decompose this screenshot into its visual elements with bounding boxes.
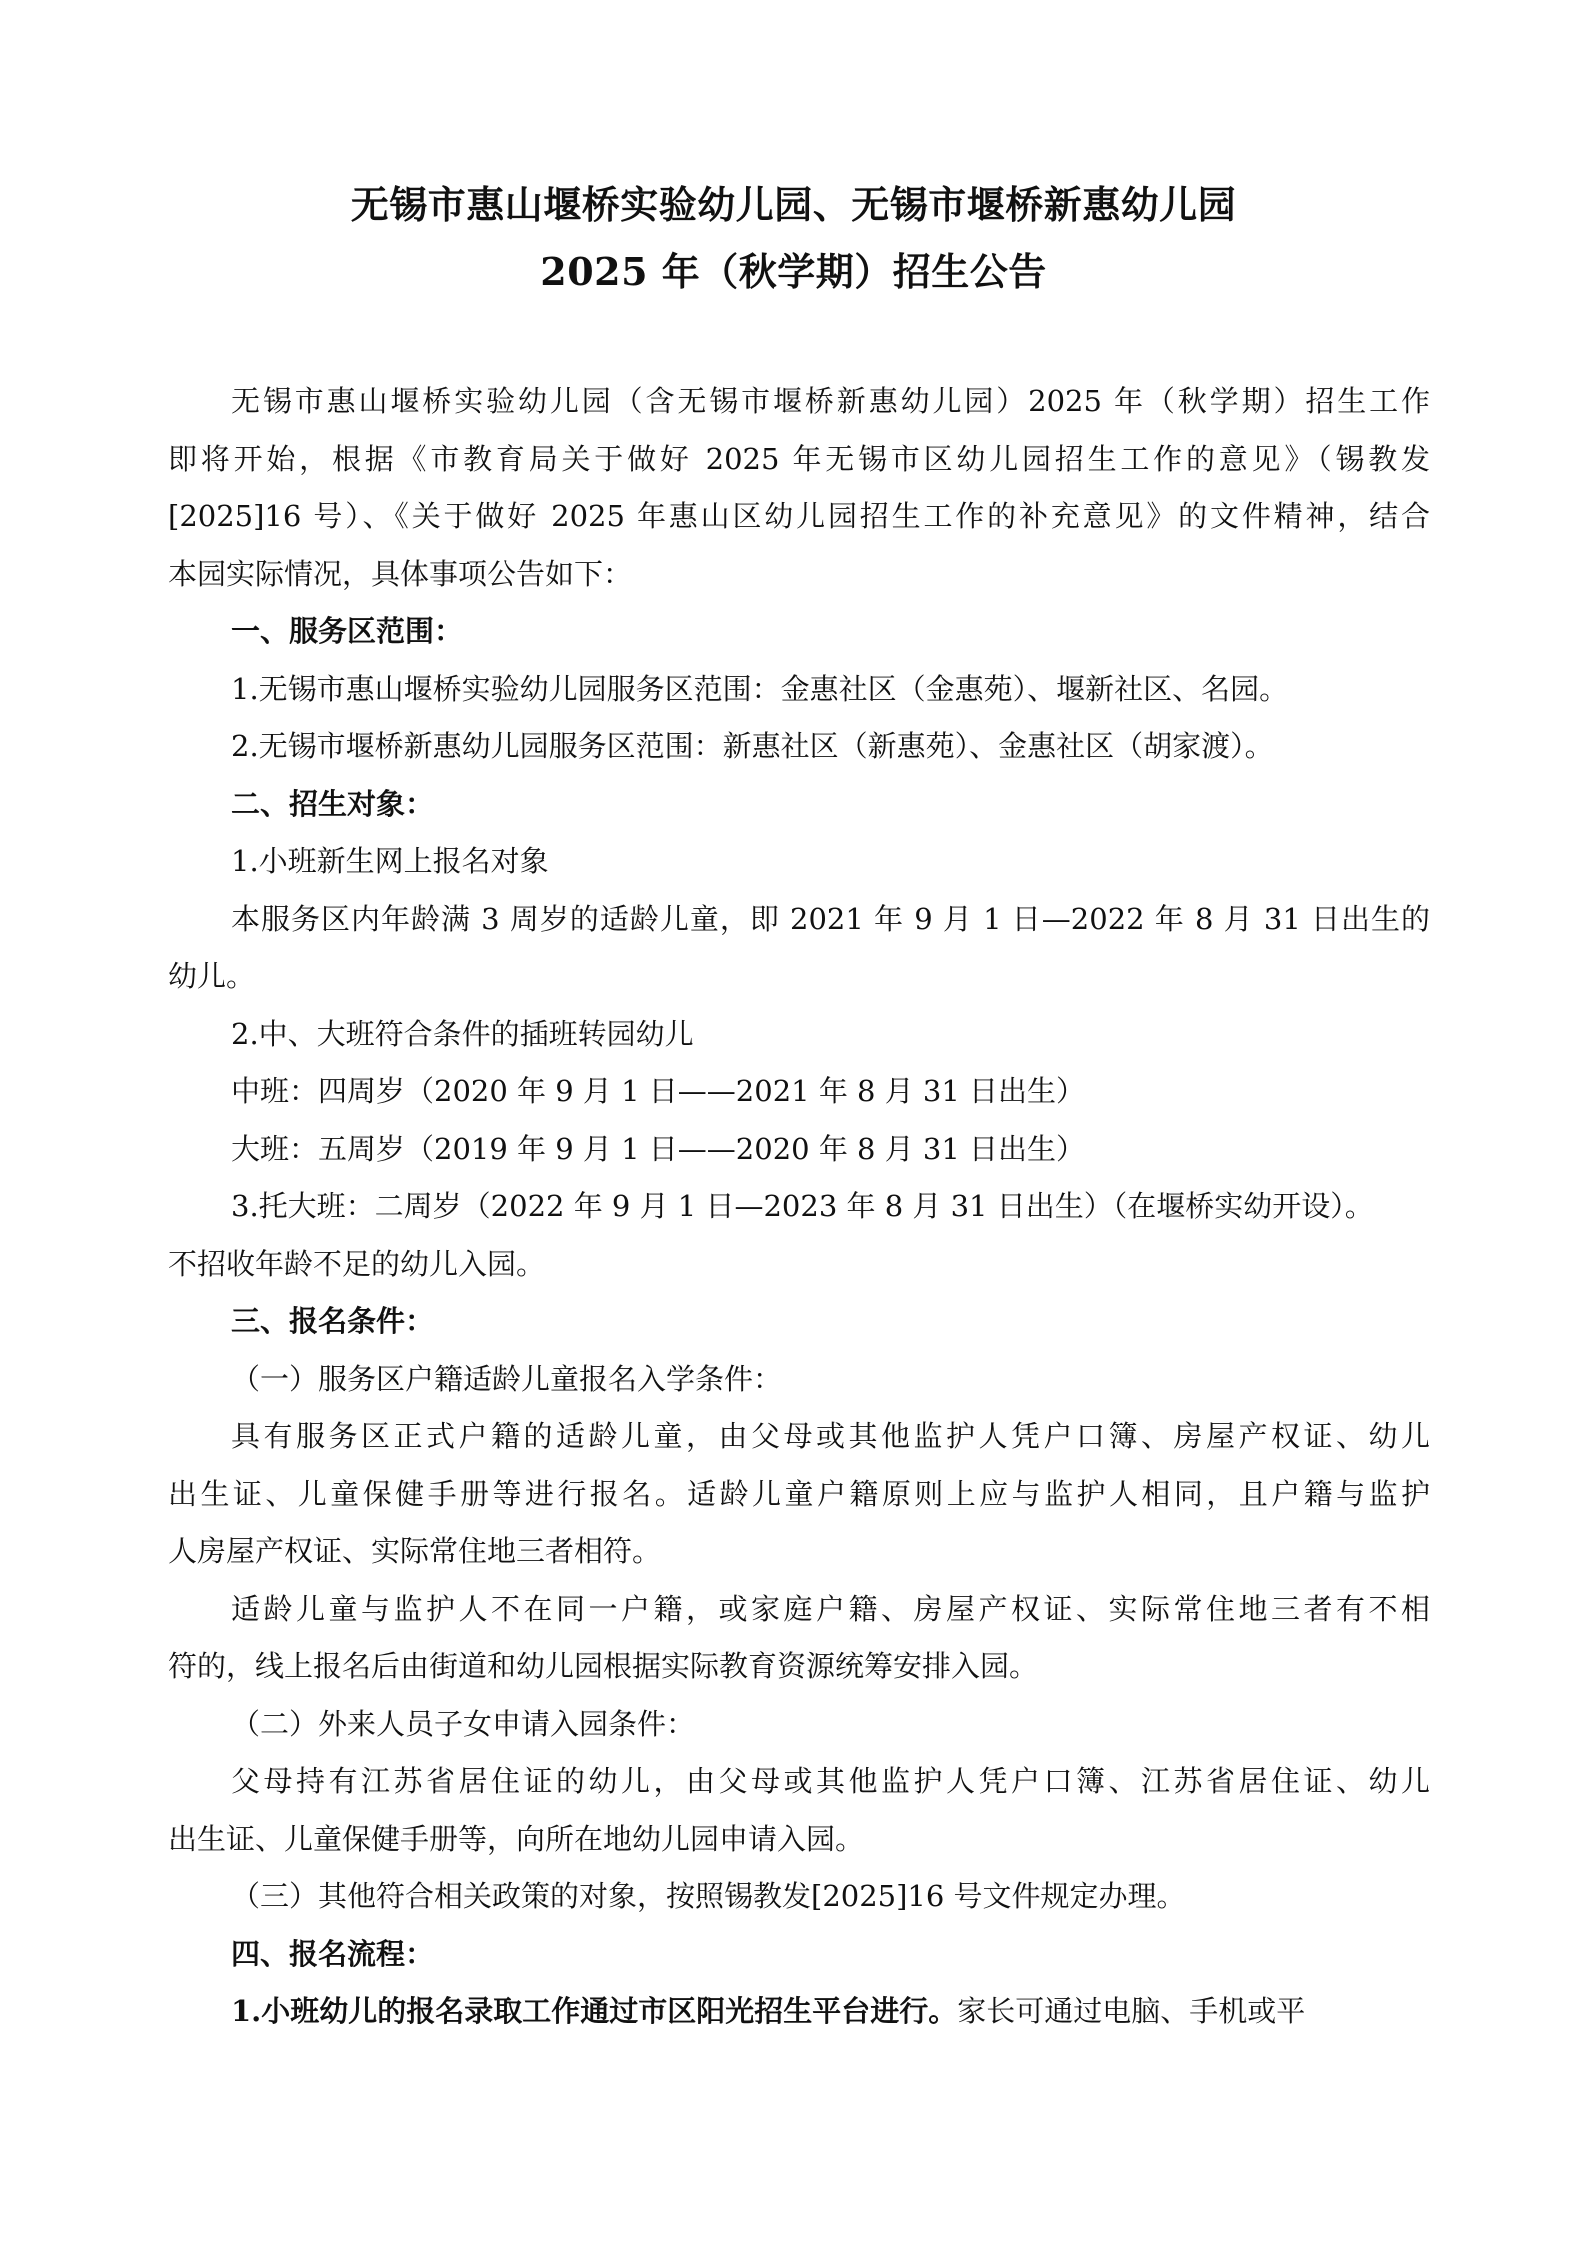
paragraph-line: 出生证、儿童保健手册等进行报名。适龄儿童户籍原则上应与监护人相同，且户籍与监护 [168, 1476, 1430, 1511]
last-line-bold-text: 1.小班幼儿的报名录取工作通过市区阳光招生平台进行。 [231, 1994, 958, 2028]
paragraph-line: 中班：四周岁（2020 年 9 月 1 日——2021 年 8 月 31 日出生） [231, 1074, 1086, 1108]
paragraph-line: 出生证、儿童保健手册等，向所在地幼儿园申请入园。 [168, 1821, 865, 1856]
paragraph-line: 本园实际情况，具体事项公告如下： [168, 556, 633, 591]
paragraph-line: 2.中、大班符合条件的插班转园幼儿 [231, 1016, 694, 1051]
paragraph-line: （一）服务区户籍适龄儿童报名入学条件： [231, 1361, 783, 1396]
paragraph-line: [2025]16 号）、《关于做好 2025 年惠山区幼儿园招生工作的补充意见》的文件精神，结合 [168, 499, 1430, 533]
section-heading: 二、招生对象： [231, 786, 435, 821]
section-heading: 三、报名条件： [231, 1304, 435, 1338]
paragraph-line: 3.托大班：二周岁（2022 年 9 月 1 日—2023 年 8 月 31 日出生）（在堰桥实幼开设）。 [231, 1189, 1374, 1223]
paragraph-line: （三）其他符合相关政策的对象，按照锡教发[2025]16 号文件规定办理。 [231, 1879, 1186, 1913]
paragraph-line: （二）外来人员子女申请入园条件： [231, 1706, 696, 1741]
document-title-line-2: 2025 年（秋学期）招生公告 [540, 249, 1047, 294]
paragraph-line: 1.小班新生网上报名对象 [231, 844, 549, 878]
paragraph-line: 适龄儿童与监护人不在同一户籍，或家庭户籍、房屋产权证、实际常住地三者有不相 [231, 1591, 1430, 1626]
document-body [168, 373, 1430, 2041]
paragraph-line: 本服务区内年龄满 3 周岁的适龄儿童，即 2021 年 9 月 1 日—2022 年 8 月 31 日出生的 [231, 901, 1430, 936]
paragraph-line-last [168, 1983, 1430, 2041]
last-line-text: 家长可通过电脑、手机或平 [957, 1994, 1306, 2028]
paragraph-line: 具有服务区正式户籍的适龄儿童，由父母或其他监护人凭户口簿、房屋产权证、幼儿 [231, 1419, 1430, 1453]
paragraph-line: 幼儿。 [168, 959, 256, 993]
paragraph-line: 即将开始，根据《市教育局关于做好 2025 年无锡市区幼儿园招生工作的意见》（锡教发 [168, 441, 1430, 476]
paragraph-line: 2.无锡市堰桥新惠幼儿园服务区范围：新惠社区（新惠苑）、金惠社区（胡家渡）。 [231, 729, 1274, 763]
document-title-line-1: 无锡市惠山堰桥实验幼儿园、无锡市堰桥新惠幼儿园 [350, 182, 1237, 227]
paragraph-line: 不招收年龄不足的幼儿入园。 [168, 1246, 546, 1281]
paragraph-line: 大班：五周岁（2019 年 9 月 1 日——2020 年 8 月 31 日出生） [231, 1131, 1086, 1166]
section-heading: 一、服务区范围： [231, 614, 464, 648]
paragraph-line: 符的，线上报名后由街道和幼儿园根据实际教育资源统筹安排入园。 [168, 1649, 1039, 1683]
paragraph-line: 父母持有江苏省居住证的幼儿，由父母或其他监护人凭户口簿、江苏省居住证、幼儿 [231, 1764, 1430, 1798]
paragraph-line: 无锡市惠山堰桥实验幼儿园（含无锡市堰桥新惠幼儿园）2025 年（秋学期）招生工作 [231, 384, 1430, 418]
paragraph-line: 人房屋产权证、实际常住地三者相符。 [168, 1534, 662, 1568]
paragraph-line: 1.无锡市惠山堰桥实验幼儿园服务区范围：金惠社区（金惠苑）、堰新社区、名园。 [231, 671, 1289, 706]
section-heading: 四、报名流程： [231, 1936, 435, 1971]
